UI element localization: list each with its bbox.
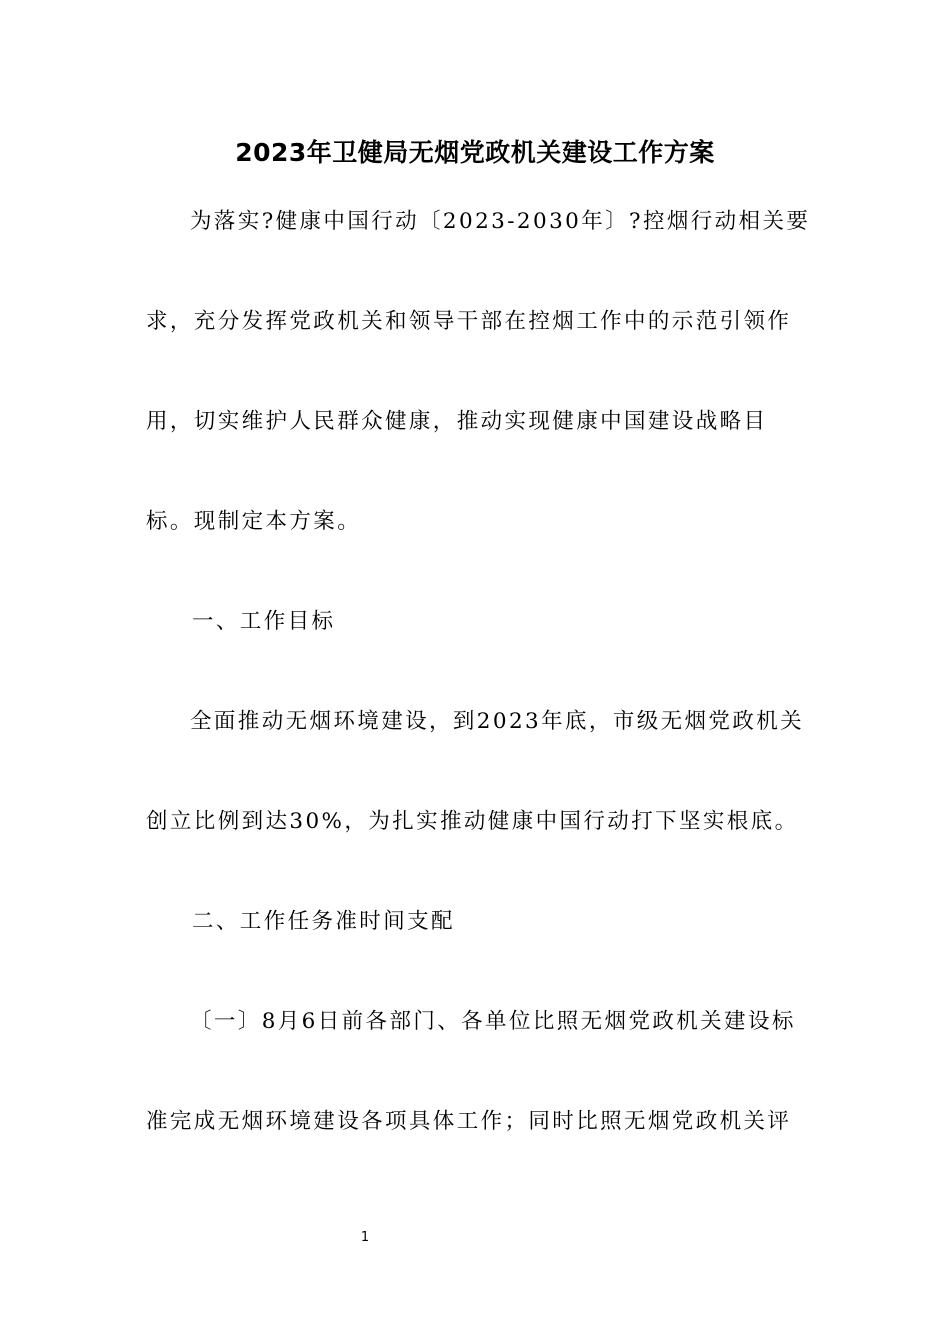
paragraph-line: 为落实?健康中国行动〔2023-2030年〕?控烟行动相关要 [190, 209, 811, 234]
document-body [146, 202, 811, 1202]
paragraph-line: 用，切实维护人民群众健康，推动实现健康中国建设战略目 [146, 409, 768, 434]
paragraph-line: 创立比例到达30%，为扎实推动健康中国行动打下坚实根底。 [146, 809, 799, 834]
paragraph-line: 〔一〕8月6日前各部门、各单位比照无烟党政机关建设标 [190, 1009, 796, 1034]
document-title: 2023年卫健局无烟党政机关建设工作方案 [235, 138, 715, 167]
section-heading-tasks: 二、工作任务准时间支配 [192, 909, 455, 934]
page-number: 1 [360, 1230, 370, 1245]
paragraph-line: 准完成无烟环境建设各项具体工作；同时比照无烟党政机关评 [146, 1109, 792, 1134]
paragraph-line: 求，充分发挥党政机关和领导干部在控烟工作中的示范引领作 [146, 309, 792, 334]
paragraph-line: 全面推动无烟环境建设，到2023年底，市级无烟党政机关 [190, 709, 805, 734]
section-heading-goals: 一、工作目标 [192, 609, 336, 634]
paragraph-line: 标。现制定本方案。 [146, 509, 362, 534]
